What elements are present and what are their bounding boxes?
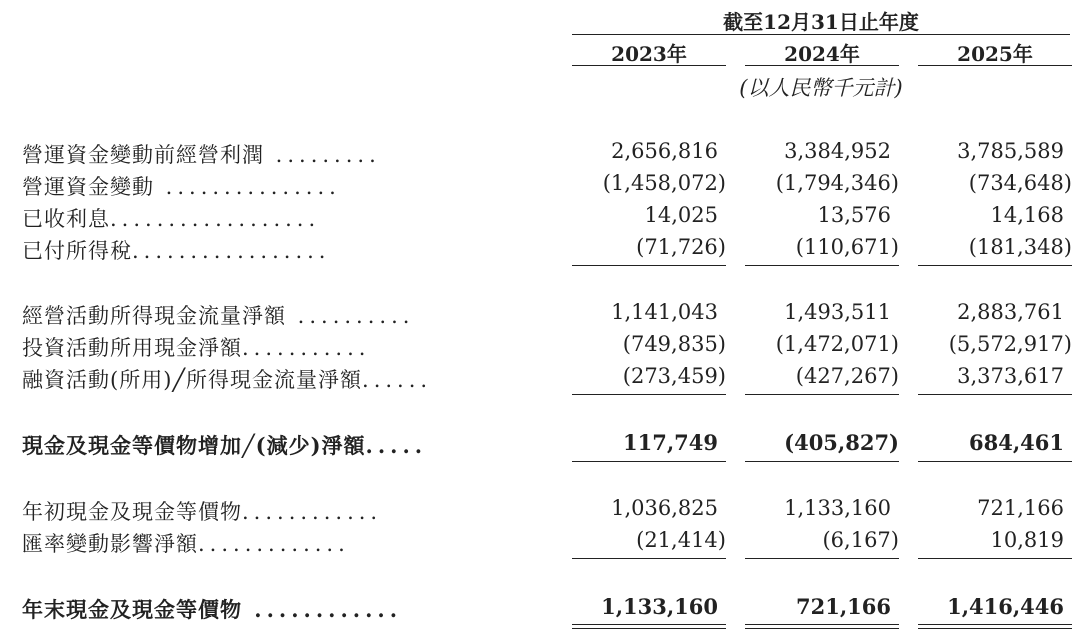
table-cell: 3,785,589 (957, 139, 1064, 163)
table-cell: (21,414) (636, 528, 726, 552)
grand-total-double-rule (745, 624, 899, 629)
year-rule-2023 (572, 65, 726, 66)
year-rule-2024 (745, 65, 899, 66)
year-header-2023: 2023年 (611, 42, 687, 66)
period-header-rule (572, 34, 1070, 35)
table-row-label: 匯率變動影響淨額............. (22, 532, 350, 556)
table-row-label: 年初現金及現金等價物............ (22, 500, 383, 524)
table-cell: 10,819 (990, 528, 1064, 552)
table-cell: (273,459) (622, 364, 726, 388)
table-cell: 721,166 (977, 496, 1064, 520)
table-cell: 13,576 (817, 203, 891, 227)
table-row-label: 經營活動所得現金流量淨額 .......... (22, 304, 415, 328)
table-cell: (110,671) (795, 235, 899, 259)
table-cell: 1,036,825 (611, 496, 718, 520)
table-row-label: 已付所得稅................. (22, 239, 331, 263)
table-cell: 3,373,617 (957, 364, 1064, 388)
subtotal-rule (918, 558, 1072, 559)
table-cell: 3,384,952 (784, 139, 891, 163)
table-cell: 1,416,446 (947, 594, 1064, 619)
total-rule (918, 461, 1072, 462)
table-cell: (427,267) (795, 364, 899, 388)
table-cell: 721,166 (796, 594, 891, 619)
table-row-label: 年末現金及現金等價物 ............ (22, 597, 403, 622)
table-cell: 684,461 (969, 430, 1064, 455)
table-cell: (405,827) (784, 430, 899, 455)
subtotal-rule (745, 558, 899, 559)
subtotal-rule (918, 265, 1072, 266)
table-cell: (1,794,346) (775, 171, 899, 195)
table-row-label: 投資活動所用現金淨額........... (22, 336, 371, 360)
subtotal-rule (572, 265, 726, 266)
year-header-2024: 2024年 (784, 42, 860, 66)
table-cell: (1,458,072) (602, 171, 726, 195)
year-rule-2025 (918, 65, 1072, 66)
subtotal-rule (918, 394, 1072, 395)
year-header-2025: 2025年 (957, 42, 1033, 66)
grand-total-double-rule (572, 624, 726, 629)
period-header: 截至12月31日止年度 (723, 10, 919, 34)
table-cell: (5,572,917) (948, 332, 1072, 356)
subtotal-rule (572, 394, 726, 395)
table-row-label: 營運資金變動 ............... (22, 175, 341, 199)
table-row-label: 融資活動(所用)╱所得現金流量淨額...... (22, 368, 433, 392)
table-cell: 117,749 (623, 430, 718, 455)
table-cell: 14,168 (990, 203, 1064, 227)
table-cell: 2,883,761 (957, 300, 1064, 324)
grand-total-double-rule (918, 624, 1072, 629)
table-cell: (734,648) (968, 171, 1072, 195)
table-cell: 1,133,160 (784, 496, 891, 520)
table-row-label: 已收利息.................. (22, 207, 321, 231)
subtotal-rule (572, 558, 726, 559)
table-cell: 1,141,043 (611, 300, 718, 324)
table-cell: (181,348) (968, 235, 1072, 259)
table-cell: (6,167) (822, 528, 899, 552)
total-rule (572, 461, 726, 462)
table-cell: (1,472,071) (775, 332, 899, 356)
unit-note: (以人民幣千元計) (739, 76, 903, 100)
table-cell: 1,133,160 (601, 594, 718, 619)
table-cell: 2,656,816 (611, 139, 718, 163)
table-cell: (71,726) (636, 235, 726, 259)
total-rule (745, 461, 899, 462)
table-cell: 14,025 (644, 203, 718, 227)
table-cell: 1,493,511 (784, 300, 891, 324)
table-row-label: 現金及現金等價物增加╱(減少)淨額..... (22, 433, 428, 458)
subtotal-rule (745, 265, 899, 266)
subtotal-rule (745, 394, 899, 395)
table-cell: (749,835) (622, 332, 726, 356)
table-row-label: 營運資金變動前經營利潤 ......... (22, 143, 381, 167)
